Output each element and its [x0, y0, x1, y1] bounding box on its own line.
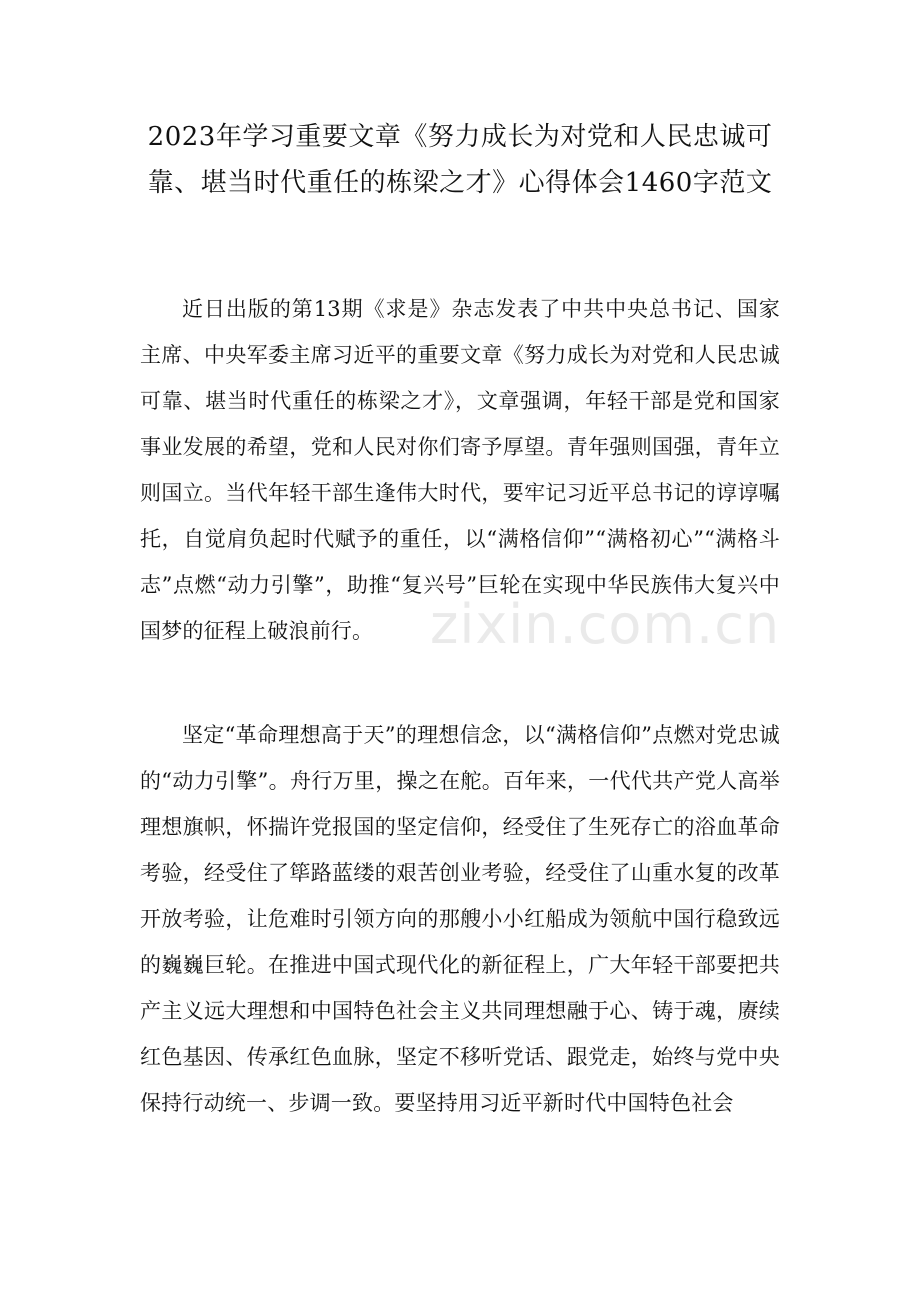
document-title: 2023年学习重要文章《努力成长为对党和人民忠诚可靠、堪当时代重任的栋梁之才》心得体会1460字范文: [147, 122, 773, 198]
paragraph-ideals: 坚定“革命理想高于天”的理想信念，以“满格信仰”点燃对党忠诚的“动力引擎”。舟行万里，操之在舵。百年来，一代代共产党人高举理想旗帜，怀揣许党报国的坚定信仰，经受住了生死存亡的浴血革命考验，经受住了筚路蓝缕的艰苦创业考验，经受住了山重水复的改革开放考验，让危难时引领方向的那艘小小红船成为领航中国行稳致远的巍巍巨轮。在推进中国式现代化的新征程上，广大年轻干部要把共产主义远大理想和中国特色社会主义共同理想融于心、铸于魂，赓续红色基因、传承红色血脉，坚定不移听党话、跟党走，始终与党中央保持行动统一、步调一致。要坚持用习近平新时代中国特色社会: [140, 723, 780, 1115]
site-watermark: zixin.com.cn: [430, 593, 781, 656]
paragraph-intro: 近日出版的第13期《求是》杂志发表了中共中央总书记、国家主席、中央军委主席习近平的重要文章《努力成长为对党和人民忠诚可靠、堪当时代重任的栋梁之才》，文章强调，年轻干部是党和国家事业发展的希望，党和人民对你们寄予厚望。青年强则国强，青年立则国立。当代年轻干部生逢伟大时代，要牢记习近平总书记的谆谆嘱托，自觉肩负起时代赋予的重任，以“满格信仰”“满格初心”“满格斗志”点燃“动力引擎”，助推“复兴号”巨轮在实现中华民族伟大复兴中国梦的征程上破浪前行。: [140, 297, 780, 643]
